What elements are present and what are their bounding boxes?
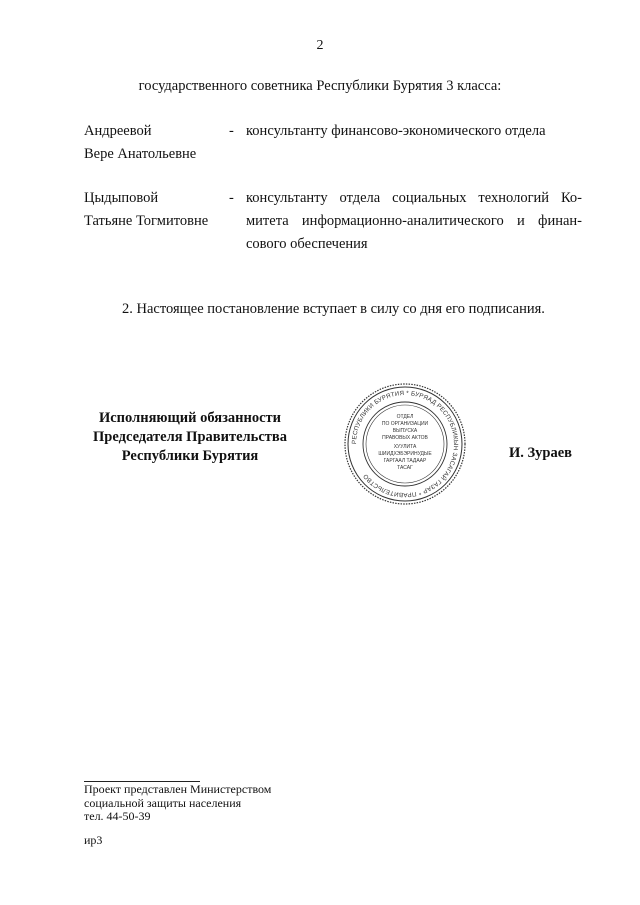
appointee-surname: Андреевой	[84, 123, 152, 139]
appointee-position-1	[246, 120, 582, 143]
signatory-title-line: Исполняющий обязанности	[98, 410, 282, 426]
intro-line: государственного советника Республики Бурятия 3 класса:	[138, 78, 502, 94]
seal-center-line: ШИИДХЭБЭРИНУДЫЕ	[378, 451, 432, 457]
appointee-given-names: Вере Анатольевне	[84, 146, 197, 162]
appointee-name-2	[84, 187, 234, 233]
page-number: 2	[316, 38, 324, 53]
signatory-title	[60, 409, 320, 466]
footnote-line: тел. 44-50-39	[84, 809, 151, 823]
dash: -	[229, 123, 234, 139]
footnote-line: Проект представлен Министерством	[84, 782, 272, 796]
appointee-name-1	[84, 120, 234, 166]
seal-center-line: ХУУЛИТА	[393, 444, 417, 450]
position-line: сового обеспечения	[246, 236, 368, 252]
position-line: митета информационно-аналитического и финан-	[246, 213, 582, 229]
seal-center-line: ВЫПУСКА	[392, 428, 418, 434]
document-code: ир3	[84, 833, 103, 847]
seal-center-line: ГАРГААЛ ТАДААР	[383, 458, 427, 464]
signatory-name: И. Зураев	[509, 445, 573, 461]
position-line: консультанту отдела социальных технологий Ко-	[246, 190, 582, 206]
seal-center-line: ПО ОРГАНИЗАЦИИ	[381, 421, 429, 427]
position-line: консультанту финансово-экономического отдела	[246, 123, 546, 139]
seal-center-line: ПРАВОВЫХ АКТОВ	[382, 435, 428, 441]
footnote-line: социальной защиты населения	[84, 795, 242, 810]
dash: -	[229, 190, 234, 206]
signatory-title-line: Председателя Правительства	[93, 429, 287, 445]
seal-ring-text: РЕСПУБЛИКИ БУРЯТИЯ * БУРЯАД РЕСПУБЛИКЫН ЗАСАГАЙ ГАЗАР * ПРАВИТЕЛЬСТВО	[350, 389, 460, 499]
footnote	[84, 783, 271, 824]
seal-center-line: ТАСАГ	[397, 465, 413, 471]
official-seal	[343, 382, 467, 506]
appointee-surname: Цыдыповой	[84, 190, 159, 206]
signatory-title-line: Республики Бурятия	[121, 448, 259, 464]
appointee-given-names: Татьяне Тогмитовне	[84, 213, 209, 229]
appointee-position-2	[246, 187, 582, 256]
seal-center-line: ОТДЕЛ	[396, 414, 414, 420]
paragraph-2: 2. Настоящее постановление вступает в силу со дня его подписания.	[122, 301, 545, 317]
